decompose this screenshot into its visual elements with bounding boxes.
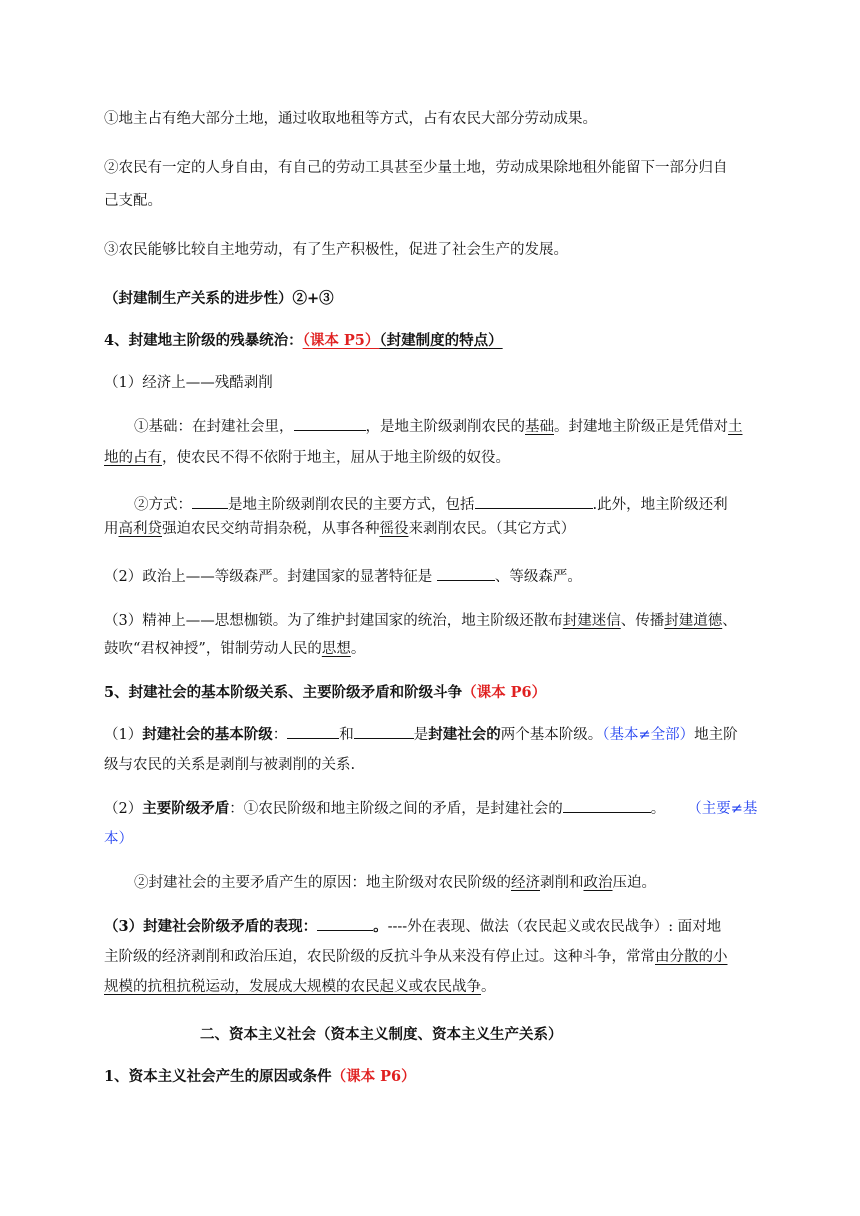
item-economic: （1）经济上——残酷剥削: [104, 375, 273, 391]
paragraph-peasant-freedom-line1: ②农民有一定的人身自由，有自己的劳动工具甚至少量土地，劳动成果除地租外能留下一部分归自: [104, 160, 728, 176]
fill-blank[interactable]: [317, 916, 373, 931]
heading-1-capitalism-origin: 1、资本主义社会产生的原因或条件（课本 P6）: [104, 1068, 416, 1085]
item-contradiction-cause: ②封建社会的主要矛盾产生的原因：地主阶级对农民阶级的经济剥削和政治压迫。: [134, 875, 656, 891]
item-basic-classes-line2: 级与农民的关系是剥削与被剥削的关系.: [104, 757, 356, 773]
item-method-line1: ②方式： 是地主阶级剥削农民的主要方式，包括 .此外，地主阶级还利: [134, 488, 759, 522]
item-class-struggle-line1: （3）封建社会阶级矛盾的表现： 。----外在表现、做法（农民起义或农民战争）: 面对地: [104, 918, 722, 935]
fill-blank[interactable]: [287, 724, 339, 739]
item-basis-line2: 地的占有，使农民不得不依附于地主，屈从于地主阶级的奴役。: [104, 450, 510, 466]
fill-blank[interactable]: [475, 494, 593, 509]
paragraph-landlord-land: ①地主占有绝大部分土地，通过收取地租等方式，占有农民大部分劳动成果。: [104, 111, 597, 127]
textbook-ref-p5: （课本 P5）: [302, 332, 380, 349]
feudal-features-note: （封建制度的特点）: [379, 332, 503, 349]
item-main-contradiction-line2: 本）: [104, 831, 133, 847]
heading-4-landlord-rule: 4、封建地主阶级的残暴统治：（课本 P5）（封建制度的特点）: [104, 332, 503, 349]
note-progressiveness: （封建制生产关系的进步性）②+③: [104, 290, 334, 307]
fill-blank[interactable]: [437, 566, 495, 581]
item-spiritual-line1: （3）精神上——思想枷锁。为了维护封建国家的统治，地主阶级还散布封建迷信、传播封建道德、: [104, 613, 737, 629]
item-spiritual-line2: 鼓吹“君权神授”，钳制劳动人民的思想。: [104, 641, 366, 657]
heading-5-class-relations: 5、封建社会的基本阶级关系、主要阶级矛盾和阶级斗争（课本 P6）: [104, 684, 547, 701]
item-political: （2）政治上——等级森严。封建国家的显著特征是 、等级森严。: [104, 560, 759, 594]
fill-blank[interactable]: [354, 724, 414, 739]
item-class-struggle-line2: 主阶级的经济剥削和政治压迫，农民阶级的反抗斗争从来没有停止过。这种斗争，常常由分散的小: [104, 949, 728, 965]
item-class-struggle-line3: 规模的抗租抗税运动，发展成大规模的农民起义或农民战争。: [104, 979, 496, 995]
fill-blank[interactable]: [563, 798, 651, 813]
item-main-contradiction-line1: （2）主要阶级矛盾：①农民阶级和地主阶级之间的矛盾，是封建社会的 。 （主要≠基: [104, 800, 758, 817]
item-basis-line1: ①基础：在封建社会里， ，是地主阶级剥削农民的基础。封建地主阶级正是凭借对土: [134, 410, 759, 444]
textbook-ref-p6: （课本 P6）: [331, 1068, 416, 1085]
fill-blank[interactable]: [294, 416, 366, 431]
textbook-ref-p6: （课本 P6）: [462, 684, 547, 701]
section-2-capitalism-heading: 二、资本主义社会（资本主义制度、资本主义生产关系）: [200, 1026, 563, 1043]
fill-blank[interactable]: [192, 494, 228, 509]
paragraph-production-development: ③农民能够比较自主地劳动，有了生产积极性，促进了社会生产的发展。: [104, 242, 568, 258]
paragraph-peasant-freedom-line2: 己支配。: [104, 193, 162, 209]
item-basic-classes-line1: （1）封建社会的基本阶级： 和 是封建社会的两个基本阶级。（基本≠全部）地主阶: [104, 726, 738, 743]
item-method-line2: 用高利贷强迫农民交纳苛捐杂税，从事各种徭役来剥削农民。（其它方式）: [104, 521, 576, 537]
